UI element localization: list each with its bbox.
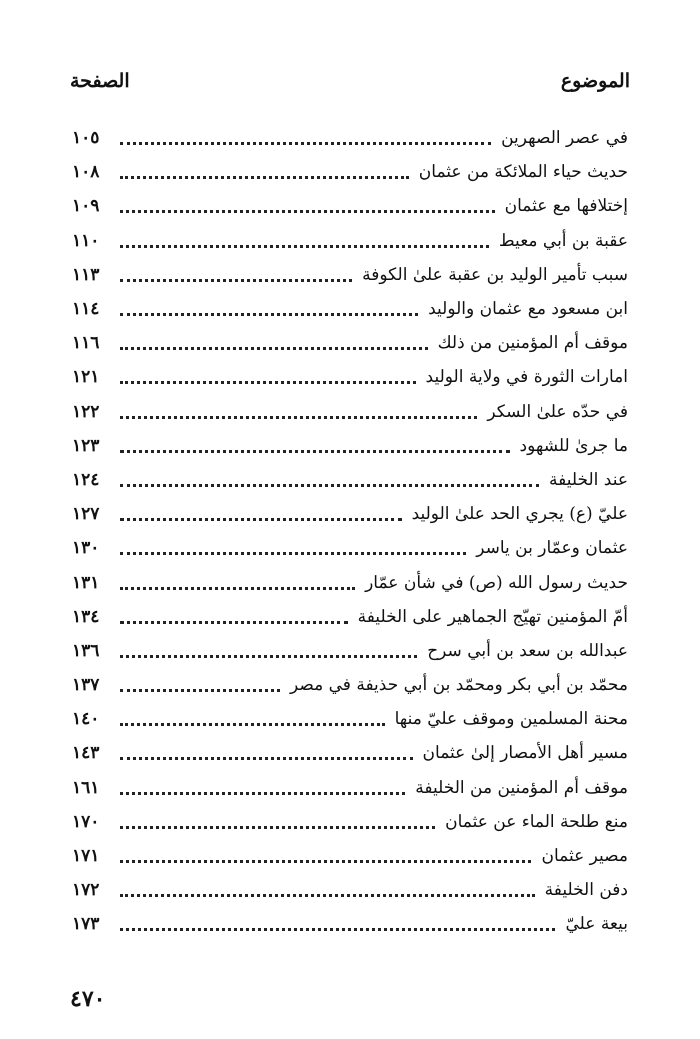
- toc-entry-page: ١٣٠: [72, 538, 100, 559]
- toc-entry-title: عليّ (ع) يجري الحد علىٰ الوليد: [411, 504, 628, 525]
- toc-entry: [72, 907, 628, 941]
- dot-leader: [120, 517, 402, 521]
- toc-entry-page: ١٢٤: [72, 469, 100, 490]
- toc-entry: [72, 463, 628, 497]
- dot-leader: [120, 722, 385, 726]
- toc-entry-page: ١٧٣: [72, 914, 100, 935]
- toc-entry-title: دفن الخليفة: [544, 880, 628, 901]
- toc-entry-page: ١٧٢: [72, 880, 100, 901]
- toc-entry-title: منع طلحة الماء عن عثمان: [445, 811, 628, 832]
- toc-entry: [72, 121, 628, 155]
- toc-entry: [72, 668, 628, 702]
- topic-column-label: الموضوع: [560, 70, 630, 92]
- toc-entry-title: ما جرىٰ للشهود: [519, 435, 628, 456]
- toc-entry: [72, 565, 628, 599]
- toc-entry-page: ١٢٣: [72, 435, 100, 456]
- toc-entry-page: ١٤٠: [72, 709, 100, 730]
- toc-entry: [72, 155, 628, 189]
- toc-entry: [72, 531, 628, 565]
- toc-entry: [72, 395, 628, 429]
- toc-entry: [72, 497, 628, 531]
- dot-leader: [120, 825, 435, 829]
- toc-entry: [72, 736, 628, 770]
- dot-leader: [120, 586, 355, 590]
- dot-leader: [120, 688, 280, 692]
- toc-entry-page: ١٧١: [72, 846, 100, 867]
- toc-entry-title: موقف أم المؤمنين من ذلك: [437, 333, 628, 354]
- toc-entry-title: إختلافها مع عثمان: [504, 196, 628, 217]
- toc-entry-page: ١٢١: [72, 367, 100, 388]
- toc-entry-title: بيعة عليّ: [565, 914, 628, 935]
- dot-leader: [120, 791, 405, 795]
- toc-entry-title: سبب تأمير الوليد بن عقبة علىٰ الكوفة: [362, 264, 628, 285]
- toc-entry: [72, 702, 628, 736]
- toc-entry: [72, 634, 628, 668]
- toc-entry-page: ١٣١: [72, 572, 100, 593]
- toc-entry-page: ١٠٩: [72, 196, 100, 217]
- toc-entry: [72, 224, 628, 258]
- toc-entry-page: ١٦١: [72, 777, 100, 798]
- dot-leader: [120, 620, 348, 624]
- toc-entry-page: ١١٣: [72, 264, 100, 285]
- toc-entry-title: في حدّه علىٰ السكر: [487, 401, 628, 422]
- toc-entry: [72, 429, 628, 463]
- page-column-label: الصفحة: [70, 70, 130, 92]
- toc-entry-page: ١٣٦: [72, 640, 100, 661]
- toc-entry-title: مصير عثمان: [541, 846, 628, 867]
- toc-entry-page: ١٢٢: [72, 401, 100, 422]
- dot-leader: [120, 244, 489, 248]
- toc-entry-title: حديث حياء الملائكة من عثمان: [418, 162, 628, 183]
- toc-entry-title: حديث رسول الله (ص) في شأن عمّار: [365, 572, 628, 593]
- toc-entry-page: ١١٤: [72, 299, 100, 320]
- toc-entry-page: ١٤٣: [72, 743, 100, 764]
- dot-leader: [120, 859, 531, 863]
- toc-header: [70, 64, 630, 98]
- dot-leader: [120, 141, 491, 145]
- dot-leader: [120, 278, 352, 282]
- toc-entry-title: أمّ المؤمنين تهيّج الجماهير على الخليفة: [357, 606, 628, 627]
- toc-entry: [72, 292, 628, 326]
- toc-entry-title: عثمان وعمّار بن ياسر: [476, 538, 628, 559]
- toc-entry-page: ١٠٥: [72, 128, 100, 149]
- dot-leader: [120, 483, 539, 487]
- toc-entry-title: في عصر الصهرين: [501, 128, 628, 149]
- toc-entry-title: ابن مسعود مع عثمان والوليد: [428, 299, 628, 320]
- toc-entry-title: عقبة بن أبي معيط: [498, 230, 628, 251]
- toc-entry: [72, 258, 628, 292]
- toc-entry: [72, 360, 628, 394]
- toc-entry: [72, 326, 628, 360]
- dot-leader: [120, 654, 417, 658]
- toc-entry-title: محنة المسلمين وموقف عليّ منها: [394, 709, 628, 730]
- toc-entry-title: عند الخليفة: [549, 469, 628, 490]
- dot-leader: [120, 449, 510, 453]
- dot-leader: [120, 346, 428, 350]
- dot-leader: [120, 551, 466, 555]
- page-number: ٤٧٠: [70, 986, 106, 1012]
- toc-entry-page: ١٧٠: [72, 811, 100, 832]
- dot-leader: [120, 893, 535, 897]
- toc-entry-page: ١١٦: [72, 333, 100, 354]
- toc-entry-title: امارات الثورة في ولاية الوليد: [425, 367, 628, 388]
- toc-entry-title: عبدالله بن سعد بن أبي سرح: [427, 640, 628, 661]
- dot-leader: [120, 927, 555, 931]
- toc-entry-page: ١٣٤: [72, 606, 100, 627]
- toc-entry-title: موقف أم المؤمنين من الخليفة: [415, 777, 628, 798]
- dot-leader: [120, 209, 495, 213]
- toc-entry: [72, 839, 628, 873]
- table-of-contents: [72, 121, 628, 942]
- dot-leader: [120, 415, 477, 419]
- dot-leader: [120, 756, 413, 760]
- toc-entry-page: ١٣٧: [72, 675, 100, 696]
- toc-entry-page: ١١٠: [72, 230, 100, 251]
- dot-leader: [120, 175, 409, 179]
- dot-leader: [120, 312, 418, 316]
- toc-entry: [72, 873, 628, 907]
- toc-entry: [72, 600, 628, 634]
- toc-entry-title: محمّد بن أبي بكر ومحمّد بن أبي حذيفة في مصر: [290, 675, 628, 696]
- toc-entry: [72, 805, 628, 839]
- toc-entry: [72, 771, 628, 805]
- toc-entry-page: ١٠٨: [72, 162, 100, 183]
- toc-entry: [72, 189, 628, 223]
- toc-entry-title: مسير أهل الأمصار إلىٰ عثمان: [422, 743, 628, 764]
- toc-entry-page: ١٢٧: [72, 504, 100, 525]
- dot-leader: [120, 380, 416, 384]
